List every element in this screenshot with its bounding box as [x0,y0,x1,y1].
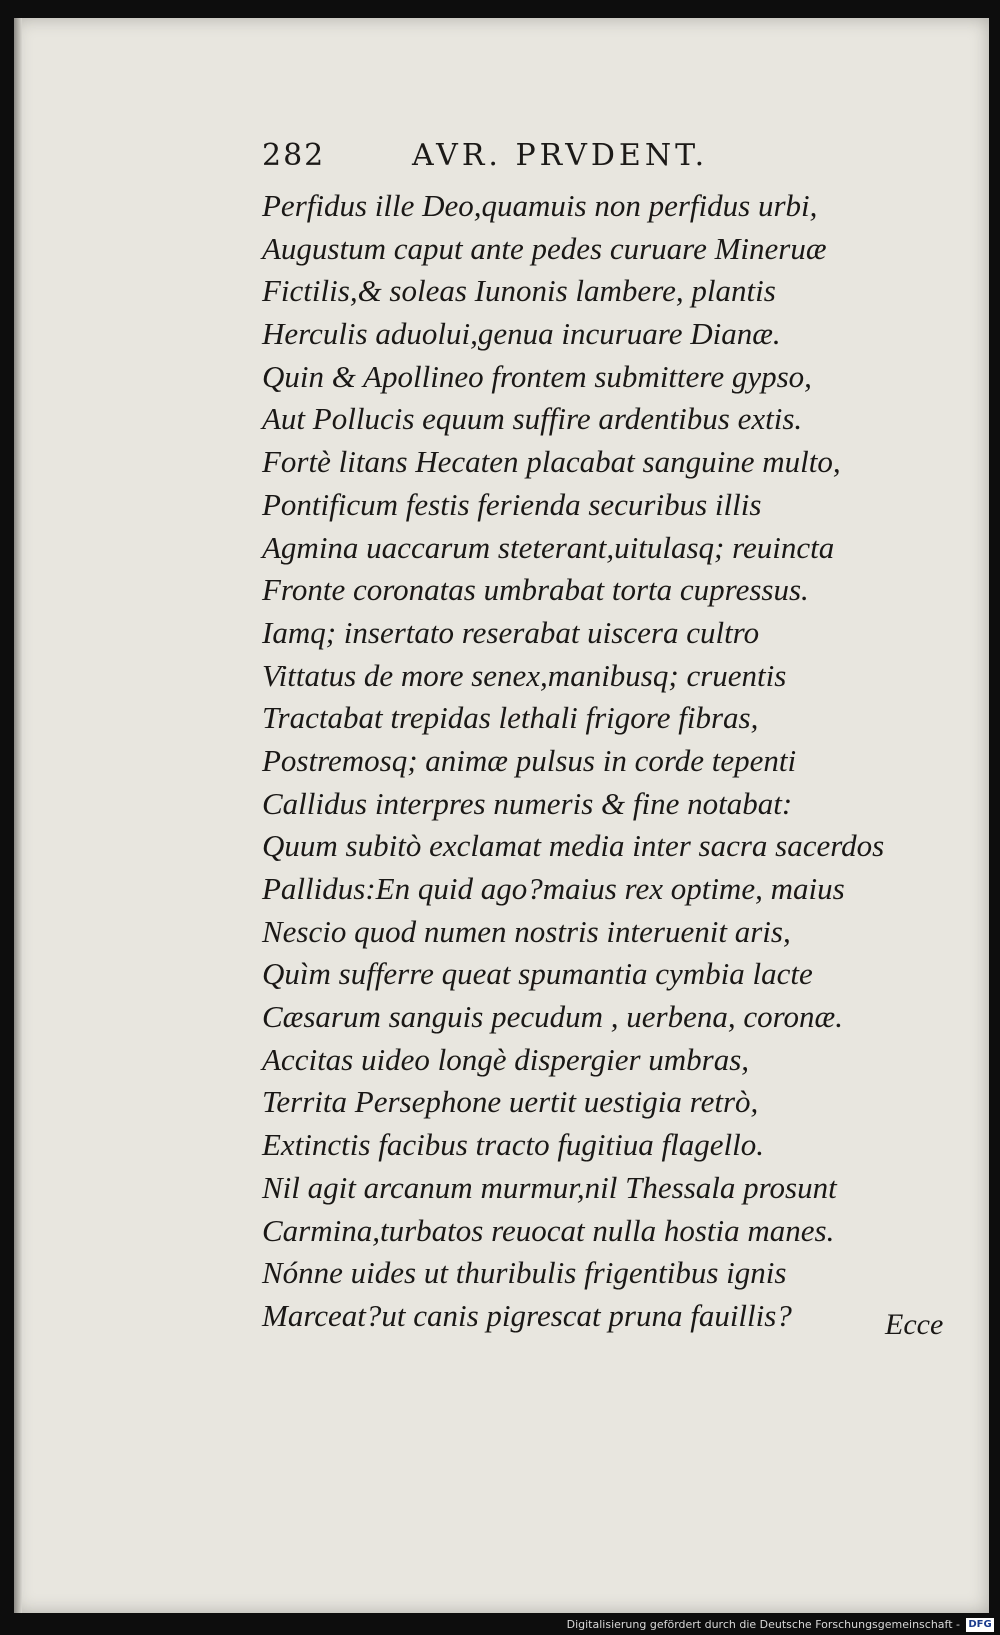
verse-line: Quìm sufferre queat spumantia cymbia lacte [262,956,813,992]
verse-line: Agmina uaccarum steterant,uitulasq; reuincta [262,529,835,565]
verse-line: Tractabat trepidas lethali frigore fibras, [262,700,759,736]
verse-line: Fictilis,& soleas Iunonis lambere, plantis [262,273,776,309]
verse-line: Marceat?ut canis pigrescat pruna fauillis? [262,1297,792,1333]
verse-line: Fortè litans Hecaten placabat sanguine multo, [262,444,841,480]
verse-line: Nescio quod numen nostris interuenit aris, [262,913,791,949]
verse-line: Callidus interpres numeris & fine notabat: [262,785,793,821]
verse-line: Carmina,turbatos reuocat nulla hostia manes. [262,1212,835,1248]
verse-line: Postremosq; animæ pulsus in corde tepenti [262,742,797,778]
running-title: AVR. PRVDENT. [412,138,709,173]
verse-line: Quum subitò exclamat media inter sacra sacerdos [262,828,885,864]
page-edge [14,18,22,1613]
page-number: 282 [262,138,326,173]
verse-line: Pallidus:En quid ago?maius rex optime, maius [262,871,845,906]
verse-line: Fronte coronatas umbrabat torta cupressus. [262,572,809,608]
verse-line: Nónne uides ut thuribulis frigentibus ignis [262,1255,787,1291]
verse-line: Quin & Apollineo frontem submittere gypso, [262,358,812,394]
verse-line: Aut Pollucis equum suffire ardentibus extis. [262,401,803,437]
verse-line: Accitas uideo longè dispergier umbras, [262,1041,750,1077]
verse-line: Extinctis facibus tracto fugitiua flagello. [262,1127,764,1163]
page-header [262,138,802,178]
digitization-credit: Digitalisierung gefördert durch die Deutsche Forschungsgemeinschaft - [566,1618,960,1631]
dfg-logo: DFG [966,1618,994,1632]
verse-line: Cæsarum sanguis pecudum , uerbena, coronæ. [262,999,843,1035]
verse-line: Territa Persephone uertit uestigia retrò, [262,1084,759,1120]
catchword: Ecce [885,1308,944,1341]
verse-block [262,185,962,1338]
verse-line: Iamq; insertato reserabat uiscera cultro [262,614,760,650]
verse-line: Vittatus de more senex,manibusq; cruentis [262,657,787,693]
verse-line: Perfidus ille Deo,quamuis non perfidus urbi, [262,188,818,223]
verse-line: Augustum caput ante pedes curuare Mineruæ [262,230,827,266]
verse-line: Nil agit arcanum murmur,nil Thessala prosunt [262,1169,837,1205]
verse-line: Herculis aduolui,genua incuruare Dianæ. [262,316,781,352]
verse-line: Pontificum festis ferienda securibus illis [262,486,762,522]
